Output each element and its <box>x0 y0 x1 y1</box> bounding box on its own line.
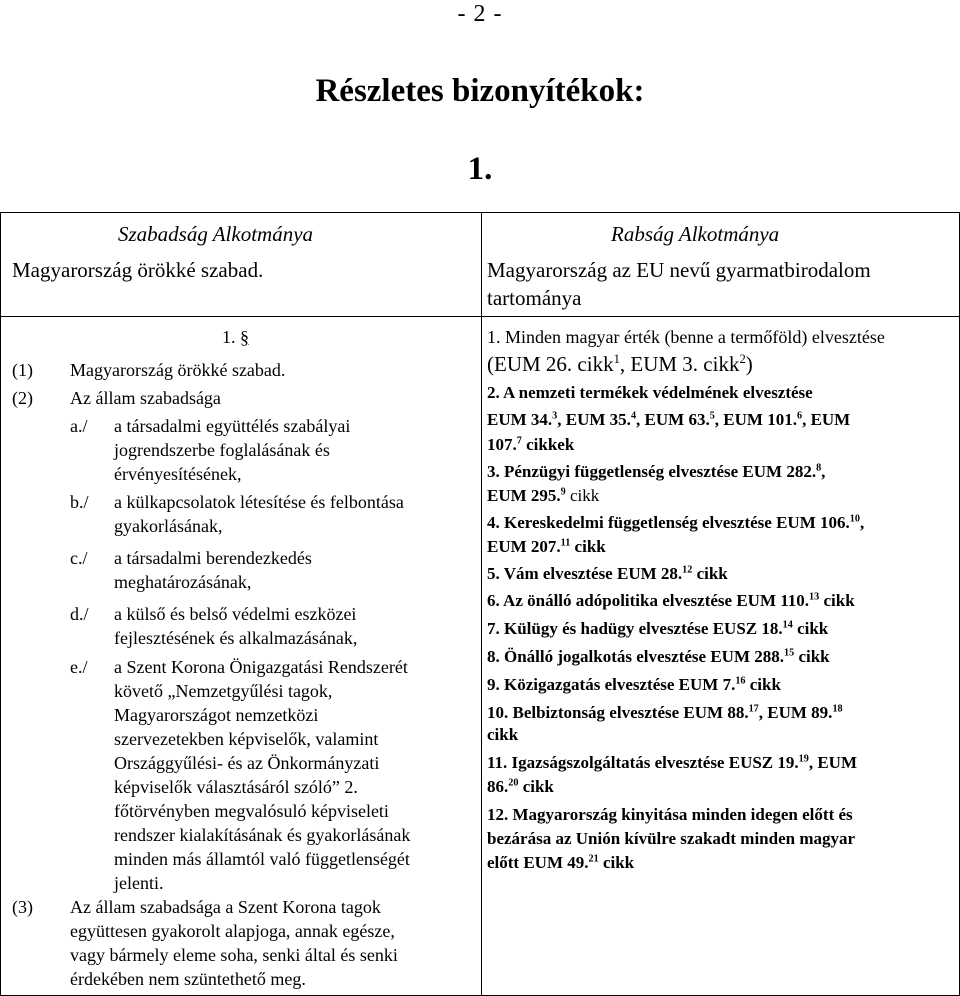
paragraph-3-line: vagy bármely eleme soha, senki által és senki <box>70 945 398 965</box>
paragraph-2-text: Az állam szabadsága <box>70 388 221 408</box>
item-e-line: minden más államtól való függetlenségét <box>114 849 410 869</box>
loss-item-3-line: EUM 295.$^9$ cikk <box>487 486 600 505</box>
section-number: 1. <box>467 151 493 187</box>
loss-item-4-line: 4. Kereskedelmi függetlenség elvesztése EUM 106.10, <box>487 513 865 532</box>
loss-item-12-line: 12. Magyarország kinyitása minden idegen előtt és <box>487 805 853 824</box>
item-e-line: Magyarországot nemzetközi <box>114 705 319 725</box>
loss-item-11-line: 86.20 cikk <box>487 777 554 796</box>
item-c-line: a társadalmi berendezkedés <box>114 548 312 568</box>
item-e-line: főtörvényben megvalósuló képviseleti <box>114 801 389 821</box>
loss-item-2-line: 2. A nemzeti termékek védelmének elvesztése <box>487 383 813 402</box>
item-e-line: szervezetekben képviselők, valamint <box>114 729 379 749</box>
item-c-line: meghatározásának, <box>114 572 252 592</box>
item-b-letter: b./ <box>70 492 89 512</box>
right-subheading-line: Magyarország az EU nevű gyarmatbirodalom <box>487 258 871 282</box>
article-number: 1. § <box>222 327 249 347</box>
item-d-letter: d./ <box>70 604 89 624</box>
right-subheading-line: tartománya <box>487 286 582 310</box>
paragraph-3-line: Az állam szabadsága a Szent Korona tagok <box>70 897 381 917</box>
paragraph-3-line: érdekében nem szüntethető meg. <box>70 969 306 989</box>
loss-item-10-line: cikk <box>487 725 519 744</box>
item-a-line: a társadalmi együttélés szabályai <box>114 416 351 436</box>
item-a-line: érvényesítésének, <box>114 464 242 484</box>
paragraph-1-number: (1) <box>12 360 33 380</box>
section-symbol: § <box>240 327 249 347</box>
item-e-line: Országgyűlési- és az Önkormányzati <box>114 753 380 773</box>
left-subheading: Magyarország örökké szabad. <box>12 258 264 282</box>
header-divider <box>0 316 960 317</box>
page-title: Részletes bizonyítékok: <box>315 73 645 109</box>
loss-item-9: 9. Közigazgatás elvesztése EUM 7.16 cikk <box>487 675 781 694</box>
loss-item-11-line: 11. Igazságszolgáltatás elvesztése EUSZ 19.19, EUM <box>487 753 857 772</box>
paragraph-1-text: Magyarország örökké szabad. <box>70 360 286 380</box>
item-b-line: a külkapcsolatok létesítése és felbontása <box>114 492 404 512</box>
item-e-line: a Szent Korona Önigazgatási Rendszerét <box>114 657 408 677</box>
loss-item-8: 8. Önálló jogalkotás elvesztése EUM 288.15 cikk <box>487 647 830 666</box>
loss-item-5: 5. Vám elvesztése EUM 28.12 cikk <box>487 564 728 583</box>
loss-item-3-line: 3. Pénzügyi függetlenség elvesztése EUM 282.$^8$, <box>487 462 826 481</box>
loss-item-12-line: bezárása az Unión kívülre szakadt minden magyar <box>487 829 856 848</box>
paragraph-3-number: (3) <box>12 897 33 917</box>
item-a-letter: a./ <box>70 416 88 436</box>
item-d-line: fejlesztésének és alkalmazásának, <box>114 628 358 648</box>
item-e-line: követő „Nemzetgyűlési tagok, <box>114 681 333 701</box>
paragraph-3-line: együttesen gyakorolt alapjoga, annak egésze, <box>70 921 395 941</box>
loss-item-12-line: előtt EUM 49.21 cikk <box>487 853 635 872</box>
loss-item-6: 6. Az önálló adópolitika elvesztése EUM 110.13 cikk <box>487 591 855 610</box>
loss-item-4-line: EUM 207.11 cikk <box>487 537 606 556</box>
loss-item-1-line: (EUM 26. cikk$^1$, EUM 3. cikk$^2$) <box>487 352 753 376</box>
item-e-line: rendszer kialakításának és gyakorlásának <box>114 825 411 845</box>
item-a-line: jogrendszerbe foglalásának és <box>114 440 330 460</box>
item-e-letter: e./ <box>70 657 88 677</box>
item-d-line: a külső és belső védelmi eszközei <box>114 604 357 624</box>
loss-item-2-line: 107.$^7$ cikkek <box>487 435 575 454</box>
page-number: - 2 - <box>457 1 503 27</box>
loss-item-7: 7. Külügy és hadügy elvesztése EUSZ 18.14 cikk <box>487 619 829 638</box>
column-divider <box>481 212 482 996</box>
loss-item-2-line: EUM 34.$^3$, EUM 35.$^4$, EUM 63.$^5$, EUM 101.$^6$, EUM <box>487 410 851 429</box>
item-e-line: képviselők választásáról szóló” 2. <box>114 777 358 797</box>
left-heading: Szabadság Alkotmánya <box>118 222 314 246</box>
loss-item-10-line: 10. Belbiztonság elvesztése EUM 88.17, EUM 89.18 <box>487 703 843 722</box>
item-e-line: jelenti. <box>114 873 164 893</box>
item-c-letter: c./ <box>70 548 88 568</box>
paragraph-2-number: (2) <box>12 388 33 408</box>
right-heading: Rabság Alkotmánya <box>611 222 780 246</box>
item-b-line: gyakorlásának, <box>114 516 223 536</box>
loss-item-1-line: 1. Minden magyar érték (benne a termőföld) elvesztése <box>487 327 885 347</box>
